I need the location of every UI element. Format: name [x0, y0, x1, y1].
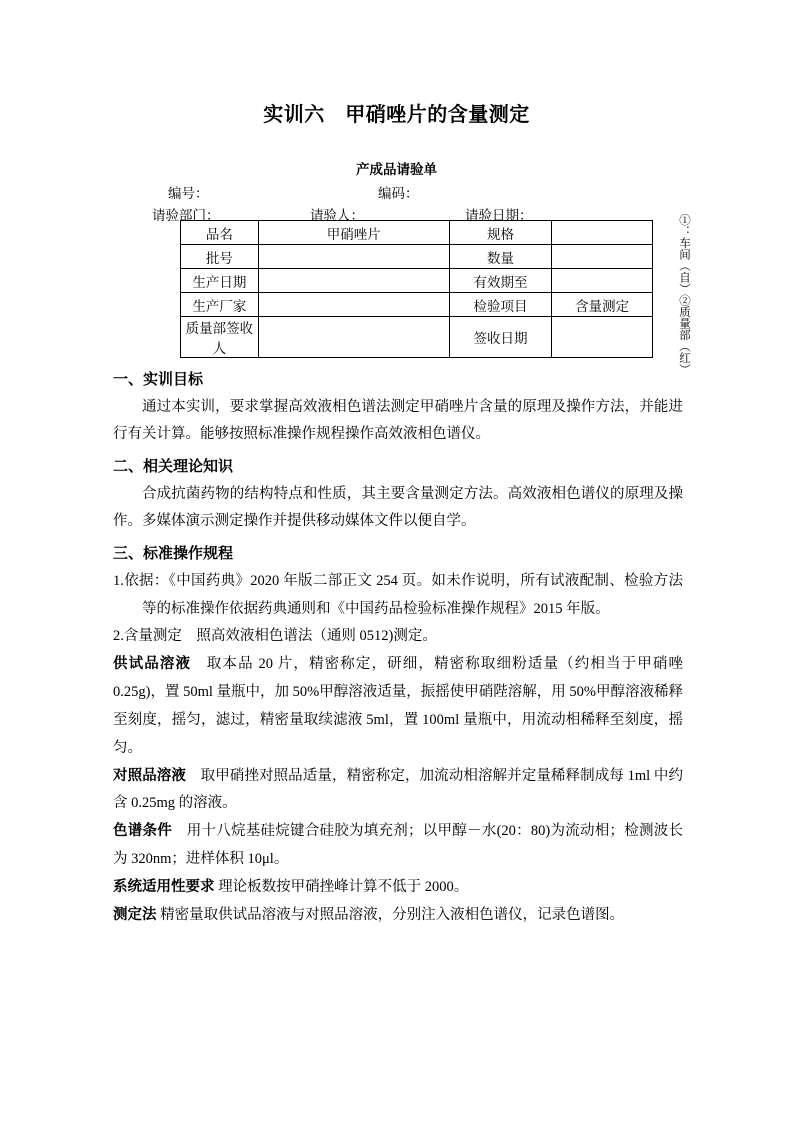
- section-heading-objectives: 一、实训目标: [113, 370, 204, 388]
- sop-item-basis: 1.依据：《中国药典》2020 年版二部正文 254 页。如未作说明，所有试液配制、检验方法等的标准操作依据药典通则和《中国药品检验标准操作规程》2015 年版。: [113, 572, 683, 617]
- cell-value-right: [552, 245, 653, 269]
- form-copy-distribution-note: ①：车间（自）②质量部（红）: [678, 214, 690, 375]
- cell-label-right: 规格: [449, 221, 552, 245]
- field-label-requester: 请验人：: [310, 208, 364, 223]
- section-heading-sop: 三、标准操作规程: [113, 544, 234, 563]
- cell-value-left: [258, 269, 449, 293]
- cell-value-left: 甲硝唑片: [258, 221, 449, 245]
- document-body: [113, 368, 683, 930]
- chromatographic-conditions-label: 色谱条件: [113, 823, 173, 840]
- system-suitability-label: 系统适用性要求: [113, 878, 215, 895]
- reference-solution-text: 取甲硝挫对照品适量，精密称定，加流动相溶解并定量稀释制成每 1ml 中约含 0.25mg 的溶液。: [113, 767, 684, 812]
- field-label-number: 编号：: [168, 186, 209, 201]
- sop-sample-solution: [113, 651, 683, 762]
- cell-label-right: 签收日期: [449, 317, 552, 358]
- cell-value-right: [552, 221, 653, 245]
- cell-value-right: [552, 317, 653, 358]
- inspection-request-table: [180, 220, 653, 358]
- sop-reference-solution: [113, 763, 683, 819]
- cell-value-left: [258, 293, 449, 317]
- chromatographic-conditions-text: 用十八烷基硅烷键合硅胶为填充剂；以甲醇－水(20：80)为流动相；检测波长为 320nm；进样体积 10μl。: [113, 823, 684, 868]
- cell-label-left: 生产日期: [181, 269, 259, 293]
- cell-value-left: [258, 317, 449, 358]
- section-objectives-paragraph: 通过本实训，要求掌握高效液相色谱法测定甲硝唑片含量的原理及操作方法，并能进行有关计算。能够按照标准操作规程操作高效液相色谱仪。: [113, 398, 683, 443]
- field-label-department: 请验部门：: [152, 208, 220, 223]
- cell-label-left: 批号: [181, 245, 259, 269]
- cell-value-left: [258, 245, 449, 269]
- cell-label-left: 生产厂家: [181, 293, 259, 317]
- table-row: [181, 317, 653, 358]
- cell-value-right: [552, 269, 653, 293]
- sample-solution-label: 供试品溶液: [113, 656, 192, 673]
- cell-label-right: 检验项目: [449, 293, 552, 317]
- table-row: [181, 221, 653, 245]
- field-label-code: 编码：: [378, 186, 419, 201]
- sop-chromatographic-conditions: [113, 818, 683, 874]
- sop-system-suitability: [113, 874, 683, 902]
- cell-label-left: 质量部签收人: [181, 317, 259, 358]
- sop-item-assay: 2.含量测定 照高效液相色谱法（通则 0512)测定。: [113, 628, 437, 645]
- sample-solution-text: 取本品 20 片，精密称定，研细，精密称取细粉适量（约相当于甲硝唑 0.25g)，置 50ml 量瓶中，加 50%甲醇溶液适量，振摇使甲硝陛溶解，用 50%甲醇溶液稀释至刻度，摇匀，滤过，精密量取续滤液 5ml，置 100ml 量瓶中，用流动相稀释至刻度，摇匀。: [113, 656, 684, 756]
- field-label-request-date: 请验日期：: [465, 208, 533, 223]
- section-heading-theory: 二、相关理论知识: [113, 457, 234, 476]
- table-row: [181, 245, 653, 269]
- section-theory-paragraph: 合成抗菌药物的结构特点和性质，其主要含量测定方法。高效液相色谱仪的原理及操作。多媒体演示测定操作并提供移动媒体文件以便自学。: [113, 485, 683, 530]
- cell-label-right: 有效期至: [449, 269, 552, 293]
- assay-method-text: 精密量取供试品溶液与对照品溶液，分别注入液相色谱仪，记录色谱图。: [156, 906, 625, 923]
- system-suitability-text: 理论板数按甲硝挫峰计算不低于 2000。: [214, 878, 469, 895]
- page-title: 实训六 甲硝唑片的含量测定: [263, 102, 530, 126]
- form-title: 产成品请验单: [356, 162, 437, 178]
- sop-assay-method: [113, 902, 683, 930]
- cell-label-left: 品名: [181, 221, 259, 245]
- assay-method-label: 测定法: [113, 906, 157, 923]
- cell-value-right: 含量测定: [552, 293, 653, 317]
- cell-label-right: 数量: [449, 245, 552, 269]
- form-row-number: [0, 182, 793, 204]
- table-row: [181, 269, 653, 293]
- reference-solution-label: 对照品溶液: [113, 767, 186, 784]
- table-row: [181, 293, 653, 317]
